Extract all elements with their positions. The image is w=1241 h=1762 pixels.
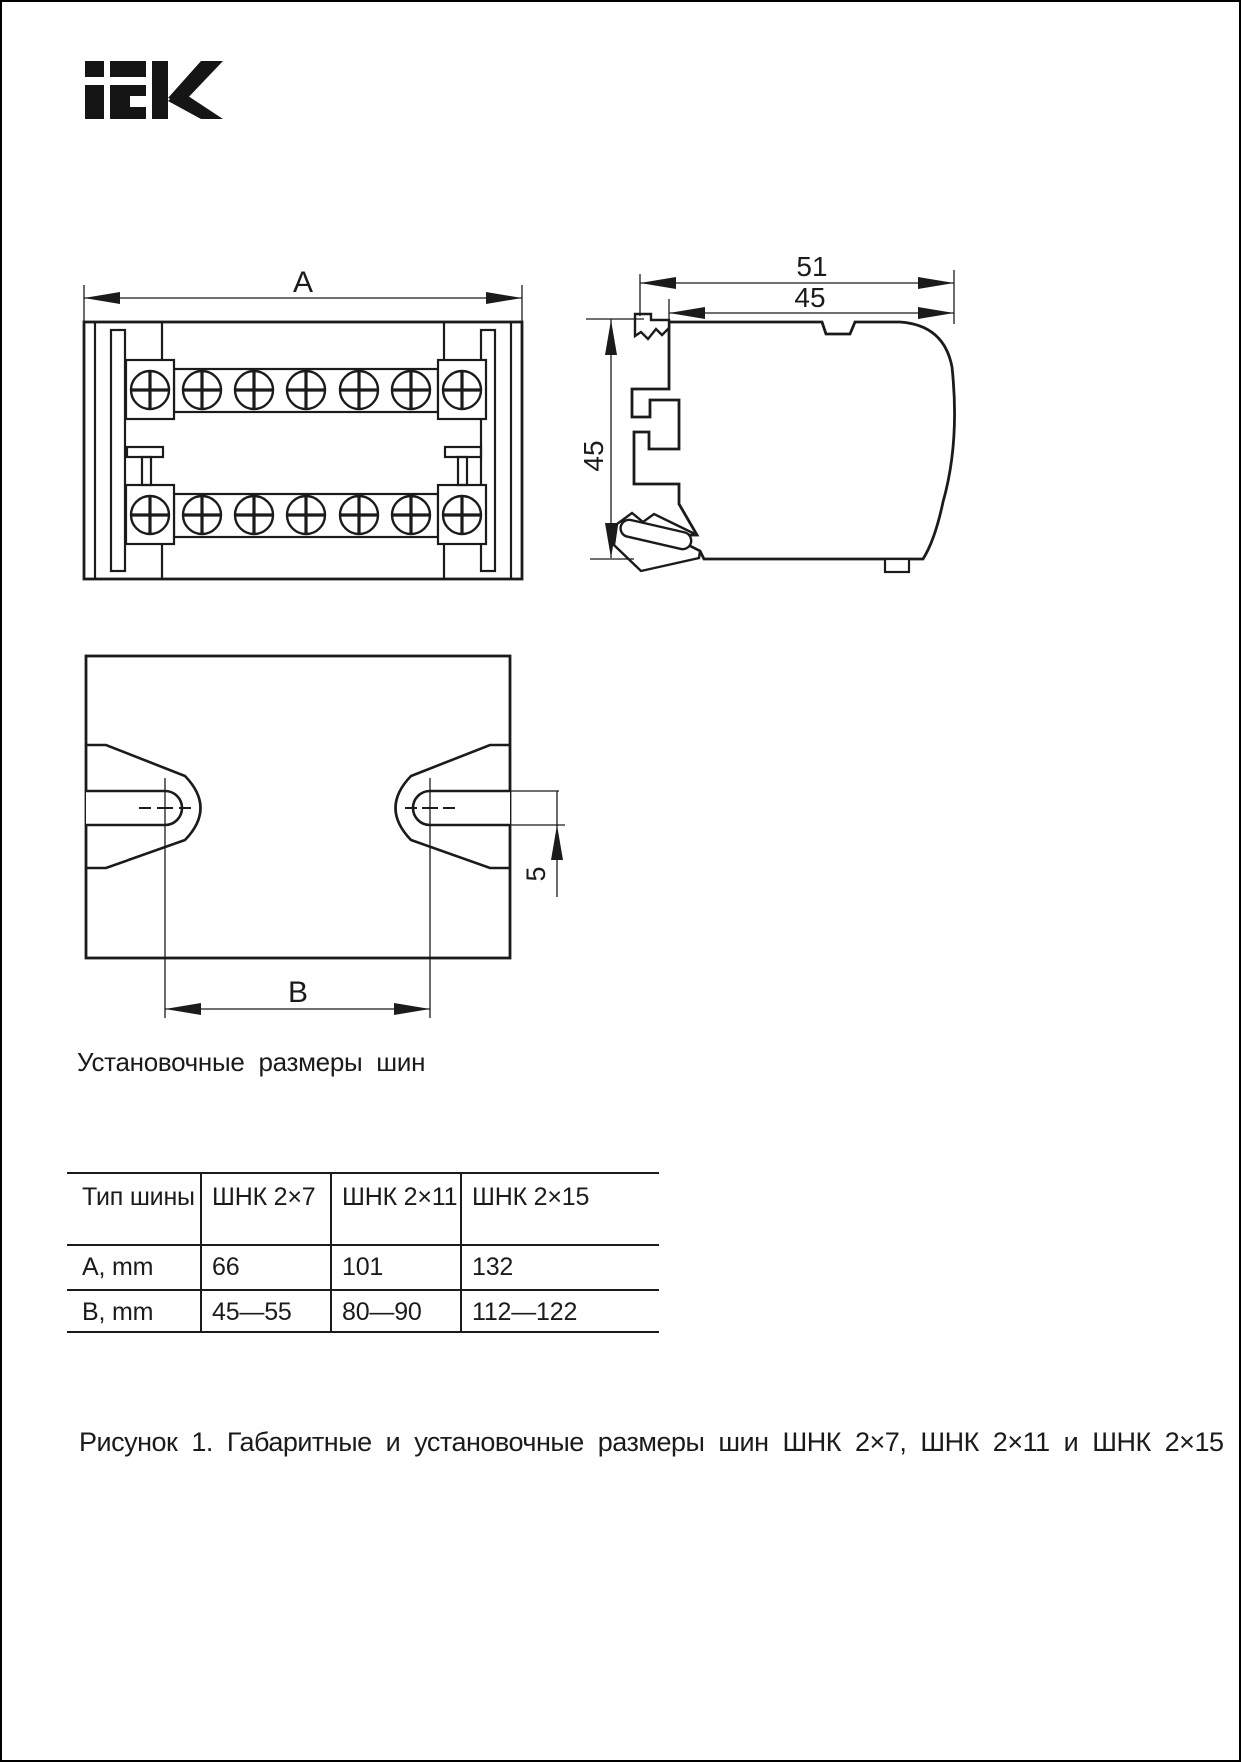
table-header-shnk-2x7: ШНК 2×7 (200, 1174, 330, 1244)
row-a-value-2x11: 101 (330, 1246, 460, 1289)
row-a-value-2x7: 66 (200, 1246, 330, 1289)
dim-45v-label: 45 (578, 440, 609, 472)
arrow-left-icon (669, 307, 705, 319)
row-a-value-2x15: 132 (460, 1246, 659, 1289)
arrow-up-icon (605, 320, 617, 355)
table-header-row (67, 1174, 659, 1246)
din-claw-top (635, 314, 669, 339)
dim-a-label: A (292, 266, 314, 299)
arrow-left-icon (640, 277, 676, 289)
figure-caption: Рисунок 1. Габаритные и установочные размеры шин ШНК 2×7, ШНК 2×11 и ШНК 2×15 (79, 1427, 1224, 1457)
table-header-shnk-2x15: ШНК 2×15 (460, 1174, 659, 1244)
technical-drawings (2, 2, 1241, 1042)
table-header-type: Тип шины (82, 1183, 195, 1211)
arrow-left-icon (165, 1003, 201, 1015)
row-b-value-2x7: 45—55 (200, 1291, 330, 1331)
iek-logo (85, 61, 223, 119)
dim-45h-label: 45 (794, 282, 826, 313)
front-view (84, 266, 522, 579)
arrow-up-icon (551, 825, 563, 860)
bottom-view (86, 656, 565, 1018)
side-view (578, 251, 955, 572)
dim-5 (511, 791, 565, 897)
table-row-b (67, 1291, 659, 1331)
table-row-a (67, 1246, 659, 1291)
row-b-value-2x11: 80—90 (330, 1291, 460, 1331)
arrow-right-icon (394, 1003, 430, 1015)
dim-45-horizontal (669, 282, 954, 320)
row-a-label: A, mm (82, 1253, 154, 1281)
dim-a (84, 266, 522, 322)
dimensions-table (67, 1172, 659, 1333)
dim-b-label: B (287, 976, 309, 1009)
foot-notch (885, 559, 909, 572)
installation-sizes-subtitle: Установочные размеры шин (77, 1047, 426, 1077)
arrow-right-icon (486, 292, 522, 304)
table-header-shnk-2x11: ШНК 2×11 (330, 1174, 460, 1244)
arrow-right-icon (918, 307, 954, 319)
arrow-left-icon (84, 292, 120, 304)
dim-b (165, 976, 430, 1015)
row-b-value-2x15: 112—122 (460, 1291, 659, 1331)
dim-51-label: 51 (796, 251, 828, 282)
arrow-right-icon (918, 277, 954, 289)
row-b-label: B, mm (82, 1298, 154, 1326)
dim-5-label: 5 (521, 866, 551, 882)
